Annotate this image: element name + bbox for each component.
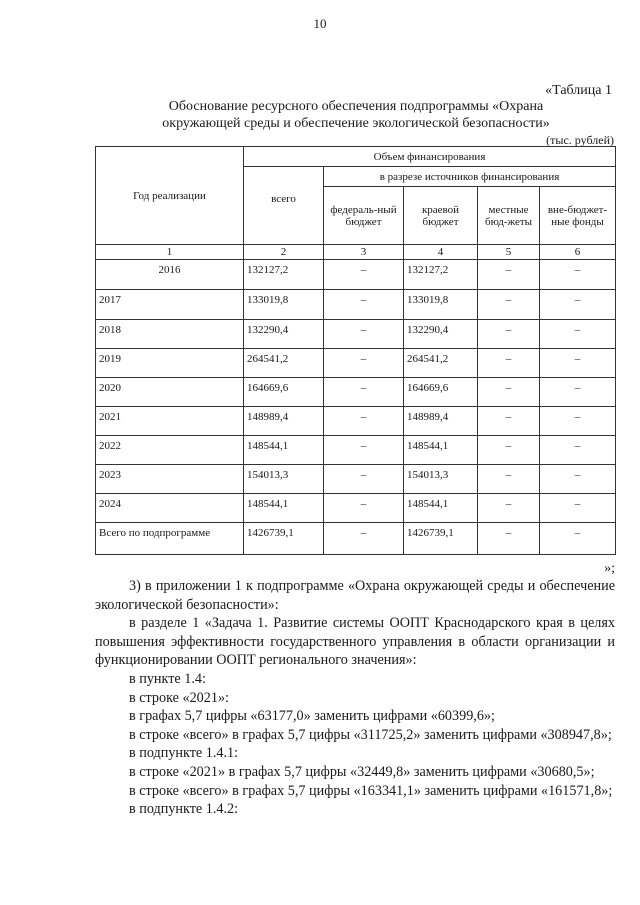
paragraph: в строке «всего» в графах 5,7 цифры «163341,1» заменить цифрами «161571,8»; [129, 782, 613, 799]
column-number: 4 [404, 245, 478, 260]
cell-local: – [478, 349, 540, 378]
cell-extrabudget: – [540, 260, 616, 290]
cell-regional: 132290,4 [404, 320, 478, 349]
cell-total: 132290,4 [244, 320, 324, 349]
paragraph: в подпункте 1.4.1: [129, 745, 239, 762]
cell-regional: 154013,3 [404, 465, 478, 494]
cell-total: 1426739,1 [244, 523, 324, 555]
table-row [96, 378, 616, 407]
table-title-line-1: Обоснование ресурсного обеспечения подпрограммы «Охрана [168, 99, 544, 114]
cell-year: 2021 [96, 407, 244, 436]
column-number: 5 [478, 245, 540, 260]
cell-year: 2018 [96, 320, 244, 349]
column-number: 2 [244, 245, 324, 260]
cell-federal: – [324, 436, 404, 465]
table-title [96, 98, 616, 132]
cell-extrabudget: – [540, 465, 616, 494]
cell-federal: – [324, 494, 404, 523]
units-note: (тыс. рублей) [546, 133, 614, 147]
table-row [96, 349, 616, 378]
cell-extrabudget: – [540, 290, 616, 320]
cell-local: – [478, 290, 540, 320]
cell-regional: 264541,2 [404, 349, 478, 378]
cell-federal: – [324, 407, 404, 436]
cell-local: – [478, 407, 540, 436]
cell-year: 2019 [96, 349, 244, 378]
cell-federal: – [324, 320, 404, 349]
cell-federal: – [324, 465, 404, 494]
cell-local: – [478, 320, 540, 349]
table-row [96, 407, 616, 436]
cell-federal: – [324, 260, 404, 290]
paragraph: 3) в приложении 1 к подпрограмме «Охрана окружающей среды и обеспечение экологической безопасности»: [95, 578, 615, 613]
table-label: «Таблица 1 [545, 83, 612, 98]
cell-total: 148544,1 [244, 494, 324, 523]
cell-local: – [478, 494, 540, 523]
cell-regional: 132127,2 [404, 260, 478, 290]
column-number: 3 [324, 245, 404, 260]
cell-regional: 164669,6 [404, 378, 478, 407]
cell-federal: – [324, 349, 404, 378]
cell-extrabudget: – [540, 349, 616, 378]
header-federal: федераль-ный бюджет [324, 187, 404, 245]
column-number: 1 [96, 245, 244, 260]
cell-extrabudget: – [540, 436, 616, 465]
cell-regional: 148989,4 [404, 407, 478, 436]
column-number: 6 [540, 245, 616, 260]
cell-total: 132127,2 [244, 260, 324, 290]
funding-table [95, 146, 616, 555]
table-row [96, 494, 616, 523]
header-by-sources: в разрезе источников финансирования [324, 167, 616, 187]
paragraph: в подпункте 1.4.2: [129, 801, 239, 818]
page-number: 10 [313, 16, 327, 31]
cell-extrabudget: – [540, 378, 616, 407]
header-regional: краевой бюджет [404, 187, 478, 245]
cell-local: – [478, 523, 540, 555]
table-row [96, 436, 616, 465]
body-text [95, 561, 615, 819]
paragraph: в графах 5,7 цифры «63177,0» заменить цифрами «60399,6»; [129, 708, 495, 725]
table-body [96, 260, 616, 555]
cell-year: 2023 [96, 465, 244, 494]
closing-mark: »; [604, 561, 615, 576]
table-title-line-2: окружающей среды и обеспечение экологической безопасности» [162, 116, 550, 131]
paragraph: в пункте 1.4: [129, 670, 206, 687]
header-local: местные бюд-жеты [478, 187, 540, 245]
cell-federal: – [324, 523, 404, 555]
table-row [96, 320, 616, 349]
cell-total: 264541,2 [244, 349, 324, 378]
cell-total: 164669,6 [244, 378, 324, 407]
cell-year: Всего по подпрограмме [96, 523, 244, 555]
cell-regional: 1426739,1 [404, 523, 478, 555]
table-row [96, 260, 616, 290]
cell-local: – [478, 378, 540, 407]
cell-year: 2020 [96, 378, 244, 407]
header-extrabudget: вне-бюджет-ные фонды [540, 187, 616, 245]
cell-year: 2017 [96, 290, 244, 320]
cell-year: 2016 [96, 260, 244, 290]
cell-total: 154013,3 [244, 465, 324, 494]
paragraph: в разделе 1 «Задача 1. Развитие системы ООПТ Краснодарского края в целях повышения эффективности государственного управления в области организации и функционировании ООПТ регионального значения»: [95, 615, 615, 669]
cell-year: 2022 [96, 436, 244, 465]
paragraph: в строке «2021» в графах 5,7 цифры «32449,8» заменить цифрами «30680,5»; [129, 763, 595, 780]
paragraph: в строке «2021»: [129, 689, 229, 706]
cell-local: – [478, 465, 540, 494]
cell-total: 133019,8 [244, 290, 324, 320]
cell-extrabudget: – [540, 523, 616, 555]
table-row [96, 523, 616, 555]
table-row [96, 290, 616, 320]
header-total: всего [244, 167, 324, 245]
table-row [96, 465, 616, 494]
cell-extrabudget: – [540, 494, 616, 523]
header-year: Год реализации [96, 147, 244, 245]
cell-extrabudget: – [540, 407, 616, 436]
cell-local: – [478, 436, 540, 465]
cell-total: 148544,1 [244, 436, 324, 465]
paragraph: в строке «всего» в графах 5,7 цифры «311725,2» заменить цифрами «308947,8»; [129, 726, 612, 743]
cell-regional: 148544,1 [404, 494, 478, 523]
cell-extrabudget: – [540, 320, 616, 349]
cell-federal: – [324, 378, 404, 407]
cell-total: 148989,4 [244, 407, 324, 436]
cell-federal: – [324, 290, 404, 320]
cell-year: 2024 [96, 494, 244, 523]
cell-local: – [478, 260, 540, 290]
cell-regional: 148544,1 [404, 436, 478, 465]
cell-regional: 133019,8 [404, 290, 478, 320]
header-funding-volume: Объем финансирования [244, 147, 616, 167]
